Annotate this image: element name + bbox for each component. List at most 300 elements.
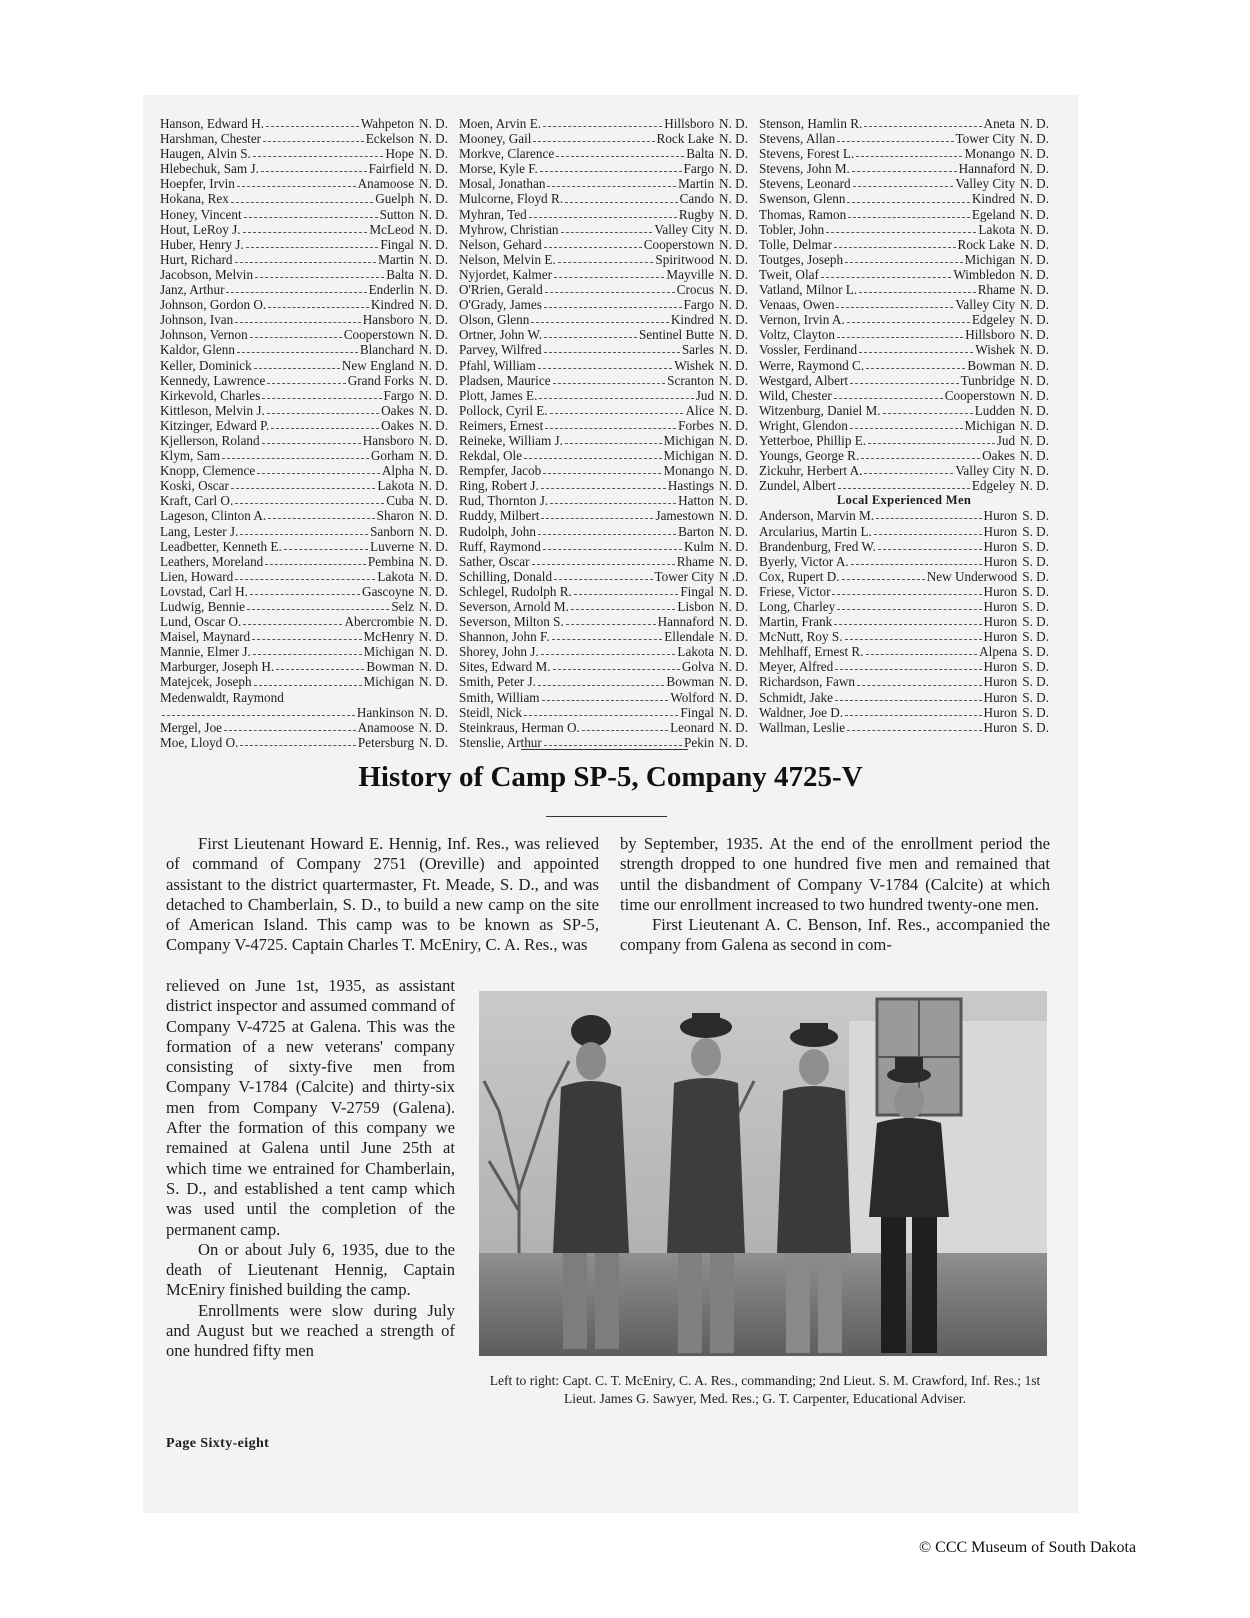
roster-entry [759,418,1049,433]
enrollee-state: N. D. [1020,282,1049,298]
enrollee-state: N. D. [719,463,748,479]
dot-leader [856,156,962,157]
dot-leader [835,700,982,701]
enrollee-name: Medenwaldt, Raymond [160,689,284,705]
roster-entry [160,705,448,720]
enrollee-state: N. D. [719,131,748,147]
enrollee-town: Valley City [955,297,1016,313]
enrollee-town: Scranton [667,372,715,388]
dot-leader [266,126,359,127]
dot-leader [847,730,981,731]
enrollee-name: Witzenburg, Daniel M. [759,402,881,418]
roster-entry [459,207,748,222]
enrollee-state: N. D. [419,463,448,479]
enrollee-name: Nelson, Melvin E. [459,251,556,267]
dot-leader [544,337,637,338]
dot-leader [836,307,953,308]
roster-entry [459,116,748,131]
enrollee-name: Hanson, Edward H. [160,116,265,131]
enrollee-name: Thomas, Ramon [759,206,847,222]
dot-leader [235,322,361,323]
enrollee-state: N. D. [1020,312,1049,328]
enrollee-town: Rhame [977,282,1016,298]
enrollee-state: N. D. [419,659,448,675]
enrollee-state: N. D. [719,538,748,554]
enrollee-town: Balta [686,146,715,162]
enrollee-town: Huron [983,599,1018,614]
dot-leader [267,383,345,384]
roster-entry [459,282,748,297]
roster-entry [160,493,448,508]
dot-leader [845,639,982,640]
enrollee-state: N. D. [719,402,748,418]
dot-leader [231,488,376,489]
enrollee-name: Ring, Robert J. [459,478,539,494]
enrollee-name: Sites, Edward M. [459,659,551,675]
dot-leader [524,458,662,459]
enrollee-name: Swenson, Glenn [759,191,846,207]
enrollee-state: N. D. [1020,448,1049,464]
roster-entry [459,629,748,644]
dot-leader [554,277,664,278]
enrollee-name: Pollock, Cyril E. [459,402,548,418]
enrollee-town: Hastings [667,478,715,494]
dot-leader [240,745,355,746]
enrollee-state: N. D. [419,538,448,554]
enrollee-town: Sentinel Butte [638,327,715,343]
dot-leader [574,594,679,595]
roster-entry [160,282,448,297]
dot-leader [878,549,982,550]
enrollee-name: Myhrow, Christian [459,221,559,237]
dot-leader [271,428,379,429]
dot-leader [542,700,669,701]
enrollee-state: N. D. [719,251,748,267]
enrollee-state: N. D. [1020,417,1049,433]
enrollee-state: N. D. [419,629,448,645]
enrollee-name: Morse, Kyle F. [459,161,538,177]
enrollee-state: N. D. [719,116,748,131]
roster-entry [459,599,748,614]
enrollee-town: Tower City [654,568,715,584]
roster-entry [759,176,1049,191]
enrollee-town: Edgeley [971,312,1016,328]
roster-entry [759,629,1049,644]
enrollee-town: Huron [983,689,1018,705]
enrollee-state: N. D. [719,523,748,539]
enrollee-name: Waldner, Joe D. [759,704,844,720]
enrollee-town: Hankinson [356,704,415,720]
enrollee-state: S. D. [1022,583,1049,599]
enrollee-town: Fargo [683,161,715,177]
dot-leader [834,247,956,248]
enrollee-state: N. D. [419,297,448,313]
enrollee-state: N. D. [419,342,448,358]
enrollee-town: Egeland [971,206,1016,222]
roster-column-1 [160,116,448,750]
dot-leader [224,730,356,731]
enrollee-town: Cooperstown [343,327,415,343]
enrollee-state: N. D. [719,417,748,433]
enrollee-town: Huron [983,538,1018,554]
enrollee-state: N. D. [419,266,448,282]
enrollee-name: Nelson, Gehard [459,236,542,252]
roster-entry [759,222,1049,237]
enrollee-state: N. D. [1020,402,1049,418]
article-paragraph: On or about July 6, 1935, due to the death of Lieutenant Hennig, Captain McEniry finished building the camp. [166,1239,455,1300]
roster-entry [759,659,1049,674]
enrollee-town: Hansboro [362,312,415,328]
enrollee-state: N. D. [1020,191,1049,207]
enrollee-town: Cuba [386,493,415,509]
enrollee-state: N. D. [719,191,748,207]
roster-entry [459,342,748,357]
enrollee-state: S. D. [1022,644,1049,660]
enrollee-town: Fairfield [368,161,415,177]
enrollee-state: N. D. [719,327,748,343]
dot-leader [552,639,663,640]
roster-entry [160,690,448,705]
roster-entry [759,569,1049,584]
enrollee-town: Enderlin [368,282,415,298]
dot-leader [565,443,662,444]
dot-leader [532,564,675,565]
enrollee-name: Steinkraus, Herman O. [459,719,580,735]
enrollee-name: Mooney, Gail [459,131,532,147]
group-photo [479,991,1047,1356]
dot-leader [231,202,373,203]
roster-entry [759,599,1049,614]
enrollee-town: Rock Lake [656,131,715,147]
roster-entry [759,267,1049,282]
enrollee-name: Mosal, Jonathan [459,176,546,192]
enrollee-name: Zundel, Albert [759,478,836,494]
enrollee-name: Maisel, Maynard [160,629,251,645]
dot-leader [842,579,925,580]
roster-entry [759,207,1049,222]
dot-leader [861,458,980,459]
enrollee-town: Pekin [684,734,715,750]
dot-leader [868,443,995,444]
dot-leader [558,262,654,263]
enrollee-name: Nyjordet, Kalmer [459,266,553,282]
copyright-notice: © CCC Museum of South Dakota [919,1539,1137,1556]
enrollee-name: Kittleson, Melvin J. [160,402,265,418]
enrollee-name: Mannie, Elmer J. [160,644,251,660]
dot-leader [553,383,666,384]
enrollee-name: Moe, Lloyd O. [160,734,239,750]
dot-leader [284,549,368,550]
enrollee-town: Hansboro [362,432,415,448]
enrollee-state: S. D. [1022,674,1049,690]
enrollee-name: Anderson, Marvin M. [759,508,875,524]
enrollee-town: Huron [983,704,1018,720]
dot-leader [544,745,682,746]
enrollee-state: N. D. [419,312,448,328]
enrollee-town: Tunbridge [960,372,1016,388]
enrollee-name: Reineke, William J. [459,432,563,448]
roster-entry [459,252,748,267]
enrollee-name: Tobler, John [759,221,825,237]
enrollee-town: Huron [983,523,1018,539]
enrollee-name: Plott, James E. [459,387,538,403]
enrollee-name: Meyer, Alfred [759,659,834,675]
enrollee-name: Martin, Frank [759,614,833,630]
dot-leader [553,669,680,670]
dot-leader [847,322,970,323]
enrollee-name: Richardson, Fawn [759,674,855,690]
roster-entry [160,433,448,448]
article-paragraph: Enrollments were slow during July and August but we reached a strength of one hundred fifty men [166,1300,455,1361]
roster-entry [160,720,448,735]
enrollee-town: Michigan [363,644,415,660]
enrollee-town: Rhame [676,553,715,569]
enrollee-state: N. D. [719,478,748,494]
roster-entry [160,539,448,554]
enrollee-state: N. D. [419,704,448,720]
enrollee-town: Ellendale [664,629,715,645]
dot-leader [235,579,375,580]
dot-leader [226,292,366,293]
dot-leader [253,654,362,655]
roster-entry [160,358,448,373]
roster-entry [459,448,748,463]
enrollee-state: N. D. [719,629,748,645]
enrollee-town: Huron [983,674,1018,690]
enrollee-town: Martin [378,251,415,267]
enrollee-town: Grand Forks [347,372,415,388]
enrollee-state: N. D. [719,734,748,750]
dot-leader [262,443,361,444]
enrollee-town: Huron [983,659,1018,675]
dot-leader [222,458,369,459]
enrollee-state: N. D. [1020,372,1049,388]
roster-entry [759,448,1049,463]
enrollee-town: Valley City [654,221,715,237]
roster-entry [459,222,748,237]
enrollee-name: Ruff, Raymond [459,538,541,554]
enrollee-state: S. D. [1022,568,1049,584]
enrollee-name: Stevens, John M. [759,161,850,177]
dot-leader [545,292,675,293]
dot-leader [255,277,384,278]
enrollee-state: N. D. [419,387,448,403]
enrollee-town: Lakota [377,568,415,584]
roster-entry [160,388,448,403]
enrollee-state: N. D. [419,448,448,464]
enrollee-state: N. D. [419,508,448,524]
dot-leader [582,730,668,731]
enrollee-state: S. D. [1022,508,1049,524]
dot-leader [837,337,963,338]
enrollee-name: Klym, Sam [160,448,221,464]
enrollee-town: Sanborn [370,523,415,539]
enrollee-name: Youngs, George R. [759,448,860,464]
roster-entry [160,267,448,282]
enrollee-state: N. D. [719,553,748,569]
enrollee-name: Vernon, Irvin A. [759,312,845,328]
enrollee-state: N. D. [719,312,748,328]
dot-leader [267,413,379,414]
dot-leader [550,503,676,504]
roster-entry [160,508,448,523]
enrollee-name: Johnson, Ivan [160,312,234,328]
enrollee-town: Michigan [663,448,715,464]
enrollee-state: N. D. [419,553,448,569]
enrollee-state: N. D. [419,327,448,343]
enrollee-state: N. D. [419,176,448,192]
enrollee-name: Pladsen, Maurice [459,372,551,388]
enrollee-name: Matejcek, Joseph [160,674,252,690]
dot-leader [541,488,666,489]
enrollee-name: Ortner, John W. [459,327,542,343]
dot-leader [547,186,676,187]
roster-entry [459,508,748,523]
dot-leader [544,352,680,353]
enrollee-town: Rugby [678,206,715,222]
enrollee-town: Tower City [955,131,1016,147]
enrollee-state: N. D. [419,614,448,630]
roster-entry [160,373,448,388]
dot-leader [543,126,662,127]
roster-entry [759,584,1049,599]
enrollee-name: Steidl, Nick [459,704,523,720]
dot-leader [859,292,976,293]
enrollee-town: Crocus [676,282,715,298]
enrollee-town: Anamoose [357,719,415,735]
roster-entry [459,735,748,750]
enrollee-name: Hlebechuk, Sam J. [160,161,259,177]
roster-entry [160,207,448,222]
roster-entry [459,433,748,448]
roster-entry [459,403,748,418]
enrollee-town: Sutton [379,206,415,222]
enrollee-state: N. D. [1020,221,1049,237]
dot-leader [541,654,676,655]
enrollee-name: Kraft, Carl O. [160,493,234,509]
roster-entry [759,297,1049,312]
roster-entry [160,554,448,569]
enrollee-state: N. D. [419,161,448,177]
enrollee-name: Yetterboe, Phillip E. [759,432,867,448]
enrollee-name: Long, Charley [759,599,836,614]
enrollee-state: N. D. [419,282,448,298]
enrollee-state: N. D. [719,583,748,599]
article-column-left-top [166,834,599,956]
roster-entry [160,222,448,237]
enrollee-name: Huber, Henry J. [160,236,244,252]
enrollee-state: N. D. [719,221,748,237]
enrollee-state: N. D. [719,176,748,192]
enrollee-town: Petersburg [357,734,415,750]
dot-leader [235,262,377,263]
enrollee-town: Lisbon [677,599,715,614]
enrollee-town: Kindred [971,191,1016,207]
roster-entry [160,629,448,644]
dot-leader [835,669,981,670]
dot-leader [571,609,676,610]
enrollee-town: Balta [386,266,415,282]
enrollee-name: Kennedy, Lawrence [160,372,266,388]
enrollee-state: N. D. [419,116,448,131]
roster-entry [759,614,1049,629]
enrollee-state: N. D. [419,734,448,750]
enrollee-state: N. D. [719,719,748,735]
dot-leader [826,232,976,233]
dot-leader [543,549,682,550]
enrollee-name: Sather, Oscar [459,553,530,569]
enrollee-state: N. D. [719,266,748,282]
enrollee-state: N. D. [1020,131,1049,147]
roster-entry [459,297,748,312]
enrollee-state: N. D. [419,221,448,237]
enrollee-name: Johnson, Gordon O. [160,297,267,313]
enrollee-state: N. D. [419,372,448,388]
enrollee-state: N. D. [1020,463,1049,479]
article-column-right-top [620,834,1050,956]
enrollee-state: N. D. [1020,251,1049,267]
enrollee-name: Shannon, John F. [459,629,550,645]
enrollee-name: Myhran, Ted [459,206,527,222]
enrollee-town: Ludden [974,402,1016,418]
roster-entry [160,237,448,252]
roster-entry [160,161,448,176]
dot-leader [850,428,963,429]
enrollee-state: S. D. [1022,538,1049,554]
enrollee-name: Schilling, Donald [459,568,553,584]
roster-entry [160,569,448,584]
roster-entry [759,644,1049,659]
enrollee-town: Fingal [680,583,715,599]
enrollee-town: Oakes [381,402,415,418]
enrollee-state: N. D. [719,282,748,298]
enrollee-state: N. D. [719,644,748,660]
page-number: Page Sixty-eight [166,1436,270,1451]
enrollee-town: Wishek [975,342,1016,358]
article-paragraph: by September, 1935. At the end of the enrollment period the strength dropped to one hundred five men and remained that until the disbandment of Company V-1784 (Calcite) at which time our enrollment increased to two hundred twenty-one men. [620,834,1050,914]
enrollee-name: Stevens, Forest L. [759,146,855,162]
dot-leader [257,473,380,474]
roster-entry [160,131,448,146]
roster-entry [459,131,748,146]
roster-entry [160,448,448,463]
enrollee-state: N. D. [1020,116,1049,131]
roster-entry [160,116,448,131]
roster-entry [459,493,748,508]
dot-leader [538,685,664,686]
roster-entry [759,191,1049,206]
enrollee-state: N. D. [1020,297,1049,313]
enrollee-name: Stenson, Hamlin R. [759,116,863,131]
roster-entry [759,237,1049,252]
dot-leader [243,232,368,233]
enrollee-name: Westgard, Albert [759,372,849,388]
dot-leader [864,126,981,127]
enrollee-town: Valley City [955,463,1016,479]
enrollee-town: Bowman [967,357,1016,373]
enrollee-town: Oakes [381,417,415,433]
roster-entry [759,282,1049,297]
roster-entry [759,403,1049,418]
dot-leader [864,473,953,474]
enrollee-state: N. D. [1020,161,1049,177]
enrollee-state: N. D. [719,146,748,162]
enrollee-town: Valley City [955,176,1016,192]
enrollee-town: Kulm [684,538,715,554]
roster-entry [160,252,448,267]
roster-entry [459,312,748,327]
roster-entry [459,176,748,191]
